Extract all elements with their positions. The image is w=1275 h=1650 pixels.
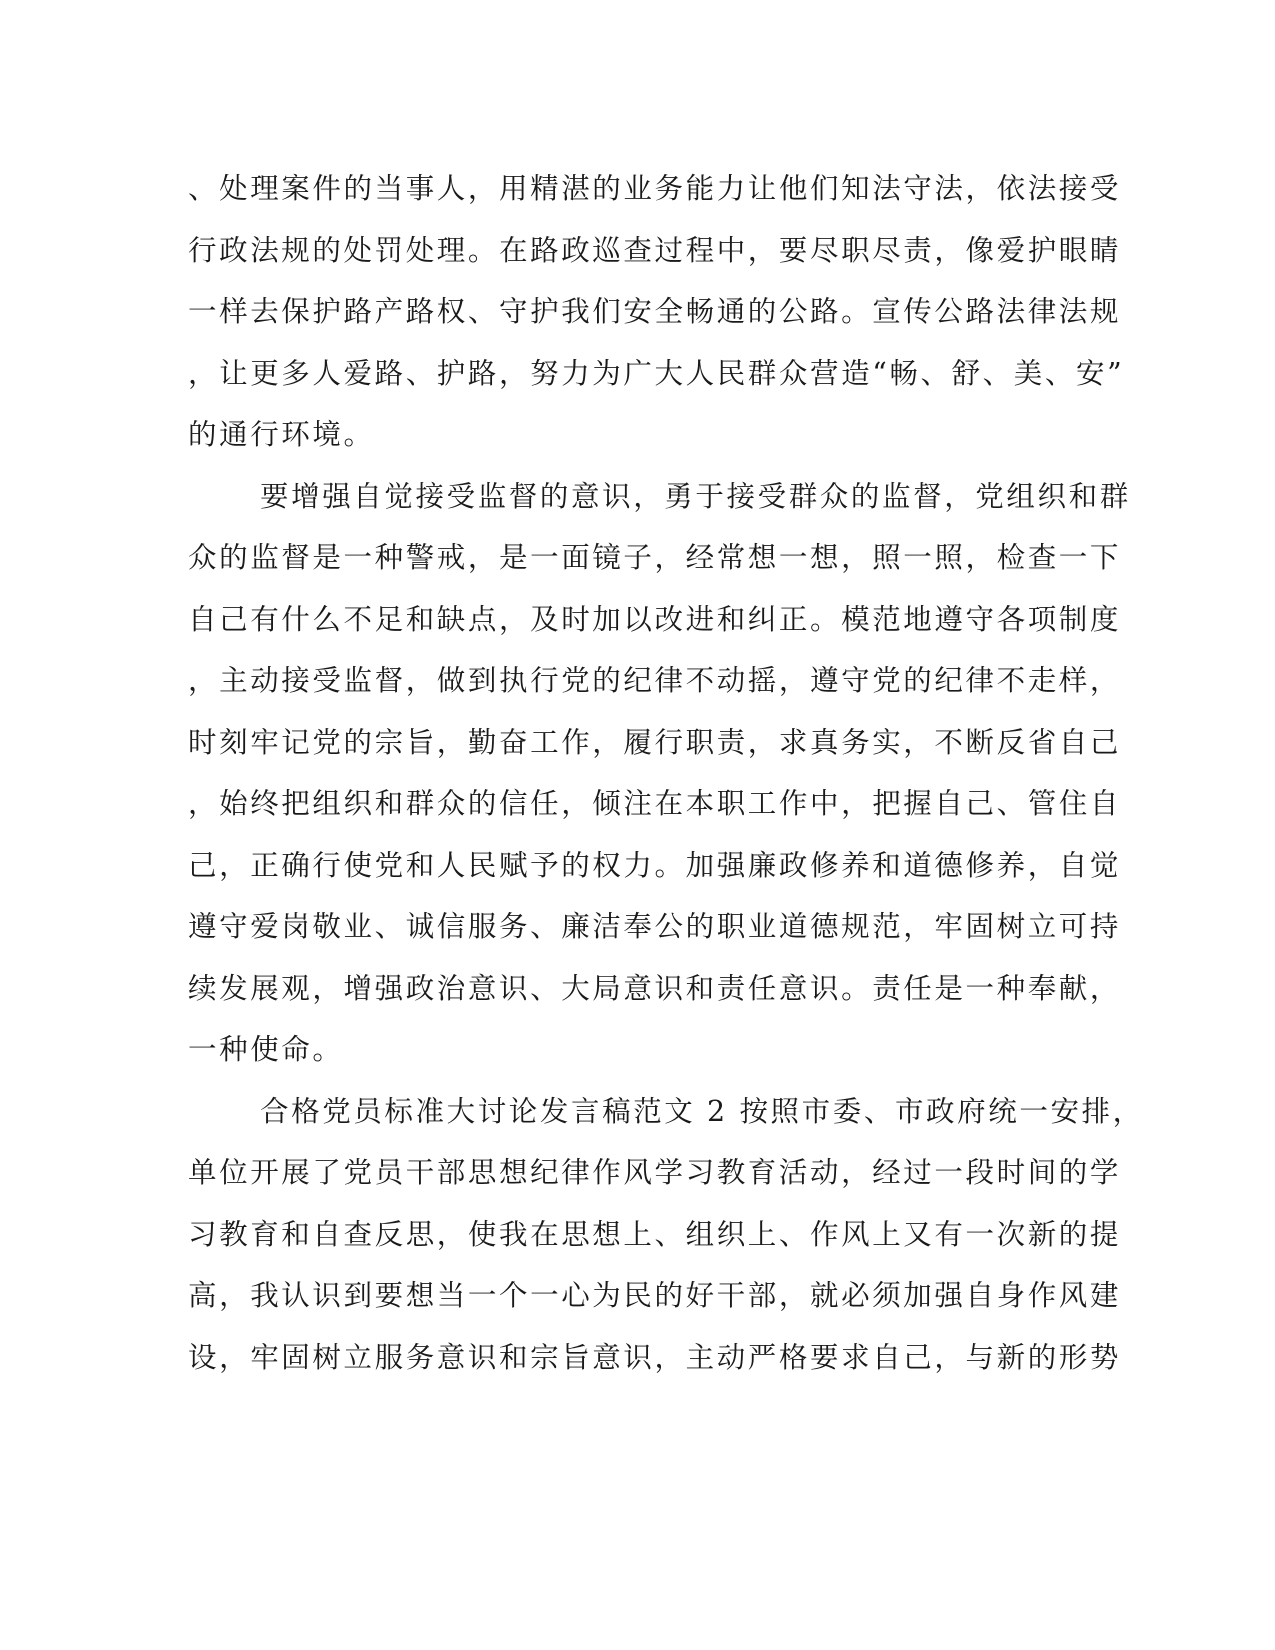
document-body bbox=[188, 158, 1144, 1388]
paragraph-3 bbox=[188, 1081, 1144, 1389]
text-line: 习教育和自查反思，使我在思想上、组织上、作风上又有一次新的提 bbox=[188, 1217, 1122, 1251]
text-line: 要增强自觉接受监督的意识，勇于接受群众的监督，党组织和群 bbox=[260, 479, 1131, 513]
text-line: 合格党员标准大讨论发言稿范文 2 按照市委、市政府统一安排， bbox=[260, 1094, 1144, 1128]
text-line: 自己有什么不足和缺点，及时加以改进和纠正。模范地遵守各项制度 bbox=[188, 602, 1122, 636]
text-line: ，让更多人爱路、护路，努力为广大人民群众营造“畅、舒、美、安” bbox=[188, 356, 1125, 390]
text-line: 行政法规的处罚处理。在路政巡查过程中，要尽职尽责，像爱护眼睛 bbox=[188, 233, 1122, 267]
text-line: 的通行环境。 bbox=[188, 418, 375, 451]
text-line: 时刻牢记党的宗旨，勤奋工作，履行职责，求真务实，不断反省自己 bbox=[188, 725, 1122, 759]
text-line: 单位开展了党员干部思想纪律作风学习教育活动，经过一段时间的学 bbox=[188, 1156, 1122, 1189]
text-line: 高，我认识到要想当一个一心为民的好干部，就必须加强自身作风建 bbox=[188, 1279, 1122, 1312]
text-line: 一种使命。 bbox=[188, 1033, 344, 1066]
text-line: 己，正确行使党和人民赋予的权力。加强廉政修养和道德修养，自觉 bbox=[188, 848, 1122, 882]
text-line: 一样去保护路产路权、守护我们安全畅通的公路。宣传公路法律法规 bbox=[188, 295, 1122, 328]
text-line: 众的监督是一种警戒，是一面镜子，经常想一想，照一照，检查一下 bbox=[188, 541, 1122, 574]
text-line: ，主动接受监督，做到执行党的纪律不动摇，遵守党的纪律不走样， bbox=[188, 664, 1122, 697]
text-line: 续发展观，增强政治意识、大局意识和责任意识。责任是一种奉献， bbox=[188, 971, 1122, 1005]
text-line: 遵守爱岗敬业、诚信服务、廉洁奉公的职业道德规范，牢固树立可持 bbox=[188, 910, 1122, 943]
paragraph-2 bbox=[188, 466, 1131, 1081]
text-line: ，始终把组织和群众的信任，倾注在本职工作中，把握自己、管住自 bbox=[188, 787, 1122, 820]
text-line: 、处理案件的当事人，用精湛的业务能力让他们知法守法，依法接受 bbox=[188, 172, 1122, 205]
text-line: 设，牢固树立服务意识和宗旨意识，主动严格要求自己，与新的形势 bbox=[188, 1340, 1122, 1374]
paragraph-1 bbox=[188, 158, 1125, 466]
